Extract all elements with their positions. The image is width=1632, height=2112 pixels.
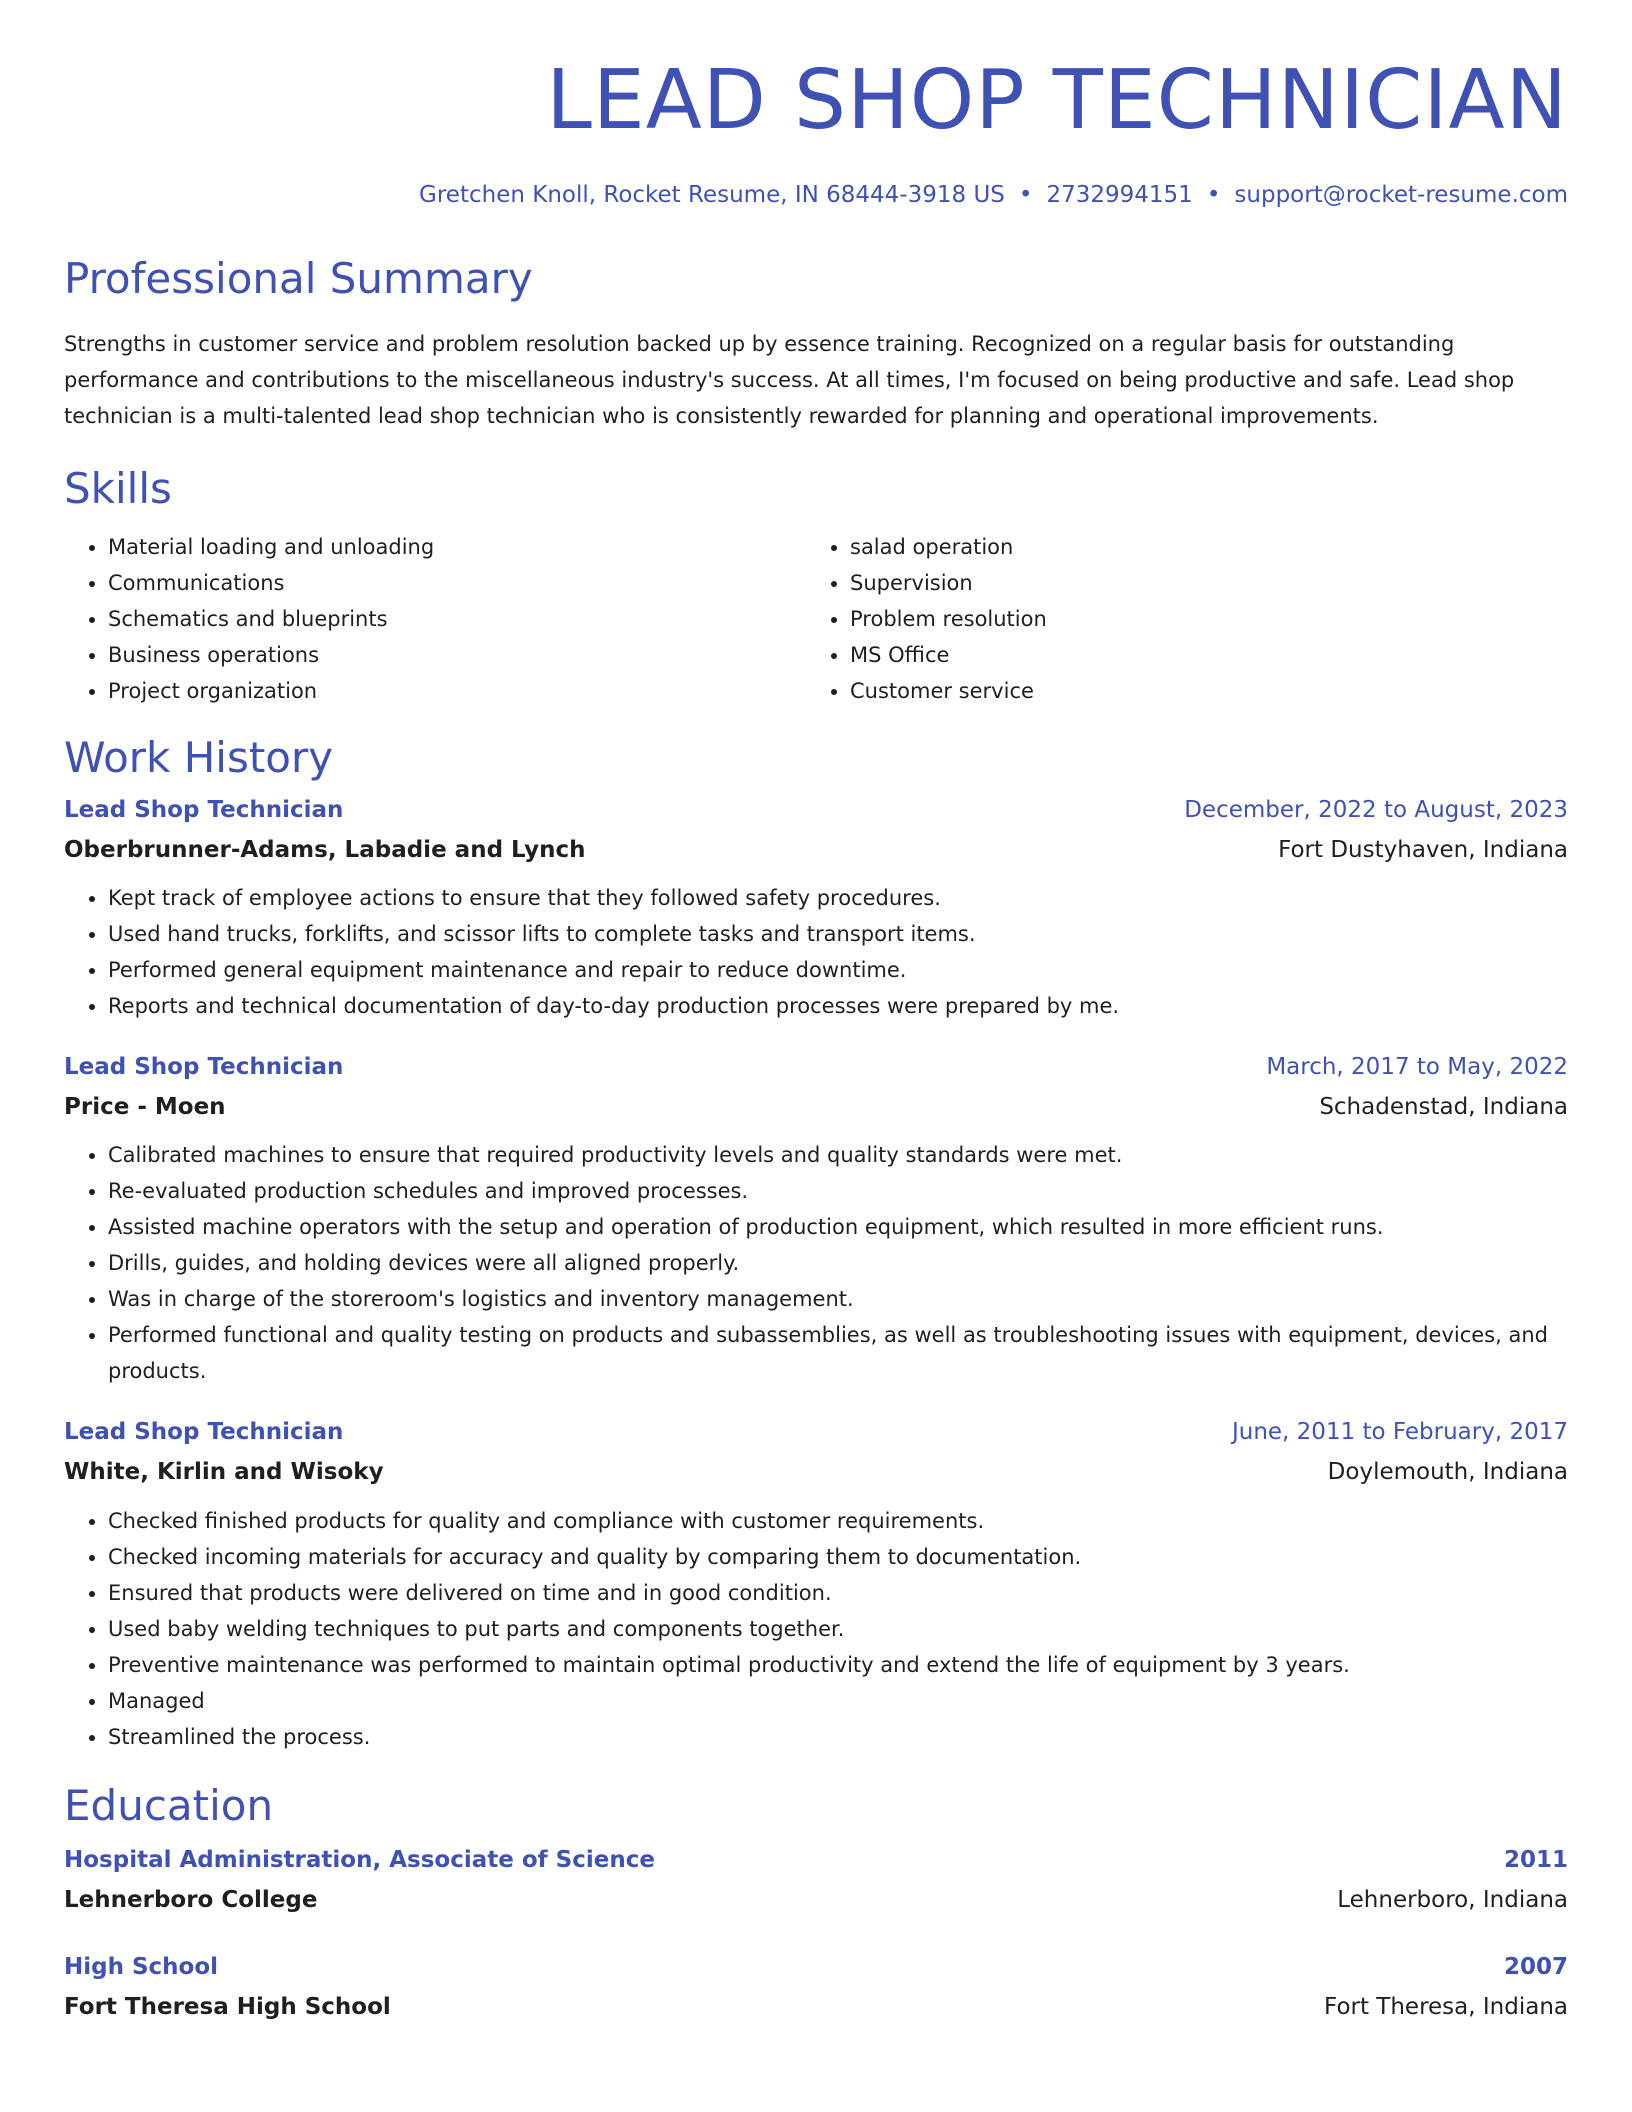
skills-list-right bbox=[806, 529, 1548, 709]
summary-heading: Professional Summary bbox=[64, 253, 533, 303]
education-subheader bbox=[64, 1994, 1568, 2022]
skills-grid bbox=[64, 529, 1568, 709]
job-bullet: • Drills, guides, and holding devices were all aligned properly. bbox=[108, 1245, 1568, 1281]
job-bullet: • Managed bbox=[108, 1683, 1568, 1719]
job-dates: December, 2022 to August, 2023 bbox=[1184, 796, 1568, 823]
job-entry bbox=[64, 1054, 1568, 1389]
job-entry bbox=[64, 797, 1568, 1024]
contact-line bbox=[64, 182, 1568, 210]
job-title: Lead Shop Technician bbox=[64, 1419, 344, 1446]
job-bullet: • Assisted machine operators with the setup and operation of production equipment, which resulted in more efficient runs. bbox=[108, 1209, 1568, 1245]
skill-item: • Project organization bbox=[108, 673, 806, 709]
education-degree: High School bbox=[64, 1954, 219, 1981]
job-location: Doylemouth, Indiana bbox=[1327, 1458, 1568, 1485]
job-bullet: • Was in charge of the storeroom's logistics and inventory management. bbox=[108, 1281, 1568, 1317]
job-dates: June, 2011 to February, 2017 bbox=[1231, 1419, 1568, 1446]
resume-title: LEAD SHOP TECHNICIAN bbox=[546, 53, 1568, 148]
education-header bbox=[64, 1847, 1568, 1875]
resume-page bbox=[64, 0, 1568, 2021]
job-bullet: • Checked finished products for quality and compliance with customer requirements. bbox=[108, 1503, 1568, 1539]
job-title: Lead Shop Technician bbox=[64, 796, 344, 823]
education-year: 2011 bbox=[1503, 1846, 1568, 1873]
job-location: Fort Dustyhaven, Indiana bbox=[1278, 836, 1568, 863]
education-year: 2007 bbox=[1503, 1954, 1568, 1981]
skill-item: • Communications bbox=[108, 565, 806, 601]
job-bullet: • Ensured that products were delivered on time and in good condition. bbox=[108, 1575, 1568, 1611]
job-subheader bbox=[64, 837, 1568, 865]
summary-text: Strengths in customer service and problem resolution backed up by essence training. Recognized on a regular basis for outstanding performance and contributions to the miscellaneous industry's success. At all times, I'm focused on being productive and safe. Lead shop technician is a multi-talented lead shop technician who is consistently rewarded for planning and operational improvements. bbox=[64, 332, 1515, 429]
job-header bbox=[64, 1419, 1568, 1447]
education-heading: Education bbox=[64, 1780, 274, 1830]
education-school: Fort Theresa High School bbox=[64, 1993, 391, 2020]
job-employer: Oberbrunner-Adams, Labadie and Lynch bbox=[64, 836, 586, 863]
job-bullet: • Streamlined the process. bbox=[108, 1719, 1568, 1755]
skill-item: • Business operations bbox=[108, 637, 806, 673]
skills-list-left bbox=[64, 529, 806, 709]
job-employer: White, Kirlin and Wisoky bbox=[64, 1458, 384, 1485]
education-entry bbox=[64, 1847, 1568, 1914]
job-location: Schadenstad, Indiana bbox=[1319, 1093, 1568, 1120]
job-bullets bbox=[64, 1503, 1568, 1755]
work-history-heading: Work History bbox=[64, 732, 334, 782]
contact-phone: 2732994151 bbox=[1046, 182, 1193, 209]
job-bullet: • Performed general equipment maintenance and repair to reduce downtime. bbox=[108, 952, 1568, 988]
job-bullets bbox=[64, 1137, 1568, 1389]
job-bullet: • Preventive maintenance was performed to maintain optimal productivity and extend the life of equipment by 3 years. bbox=[108, 1647, 1568, 1683]
education-school: Lehnerboro College bbox=[64, 1886, 318, 1913]
contact-email: support@rocket-resume.com bbox=[1234, 182, 1568, 209]
job-bullet: • Calibrated machines to ensure that required productivity levels and quality standards were met. bbox=[108, 1137, 1568, 1173]
education-location: Lehnerboro, Indiana bbox=[1337, 1886, 1568, 1913]
contact-separator: • bbox=[1206, 182, 1221, 209]
skills-heading: Skills bbox=[64, 464, 172, 514]
education-location: Fort Theresa, Indiana bbox=[1324, 1993, 1568, 2020]
job-subheader bbox=[64, 1094, 1568, 1122]
job-bullets bbox=[64, 880, 1568, 1024]
job-bullet: • Used hand trucks, forklifts, and scissor lifts to complete tasks and transport items. bbox=[108, 916, 1568, 952]
job-subheader bbox=[64, 1459, 1568, 1487]
job-entry bbox=[64, 1419, 1568, 1754]
skill-item: • salad operation bbox=[850, 529, 1548, 565]
contact-separator: • bbox=[1018, 182, 1033, 209]
job-bullet: • Checked incoming materials for accuracy and quality by comparing them to documentation. bbox=[108, 1539, 1568, 1575]
job-bullet: • Reports and technical documentation of day-to-day production processes were prepared by me. bbox=[108, 988, 1568, 1024]
job-dates: March, 2017 to May, 2022 bbox=[1266, 1054, 1568, 1081]
job-employer: Price - Moen bbox=[64, 1093, 226, 1120]
job-bullet: • Kept track of employee actions to ensure that they followed safety procedures. bbox=[108, 880, 1568, 916]
contact-address: Gretchen Knoll, Rocket Resume, IN 68444-3918 US bbox=[419, 182, 1005, 209]
education-subheader bbox=[64, 1887, 1568, 1915]
skill-item: • Supervision bbox=[850, 565, 1548, 601]
skill-item: • Customer service bbox=[850, 673, 1548, 709]
job-header bbox=[64, 797, 1568, 825]
job-title: Lead Shop Technician bbox=[64, 1054, 344, 1081]
education-degree: Hospital Administration, Associate of Science bbox=[64, 1846, 655, 1873]
education-header bbox=[64, 1954, 1568, 1982]
job-bullet: • Used baby welding techniques to put parts and components together. bbox=[108, 1611, 1568, 1647]
skill-item: • MS Office bbox=[850, 637, 1548, 673]
job-header bbox=[64, 1054, 1568, 1082]
job-bullet: • Performed functional and quality testing on products and subassemblies, as well as troubleshooting issues with equipment, devices, and products. bbox=[108, 1317, 1568, 1389]
skill-item: • Material loading and unloading bbox=[108, 529, 806, 565]
skill-item: • Problem resolution bbox=[850, 601, 1548, 637]
job-bullet: • Re-evaluated production schedules and improved processes. bbox=[108, 1173, 1568, 1209]
skill-item: • Schematics and blueprints bbox=[108, 601, 806, 637]
education-entry bbox=[64, 1954, 1568, 2021]
